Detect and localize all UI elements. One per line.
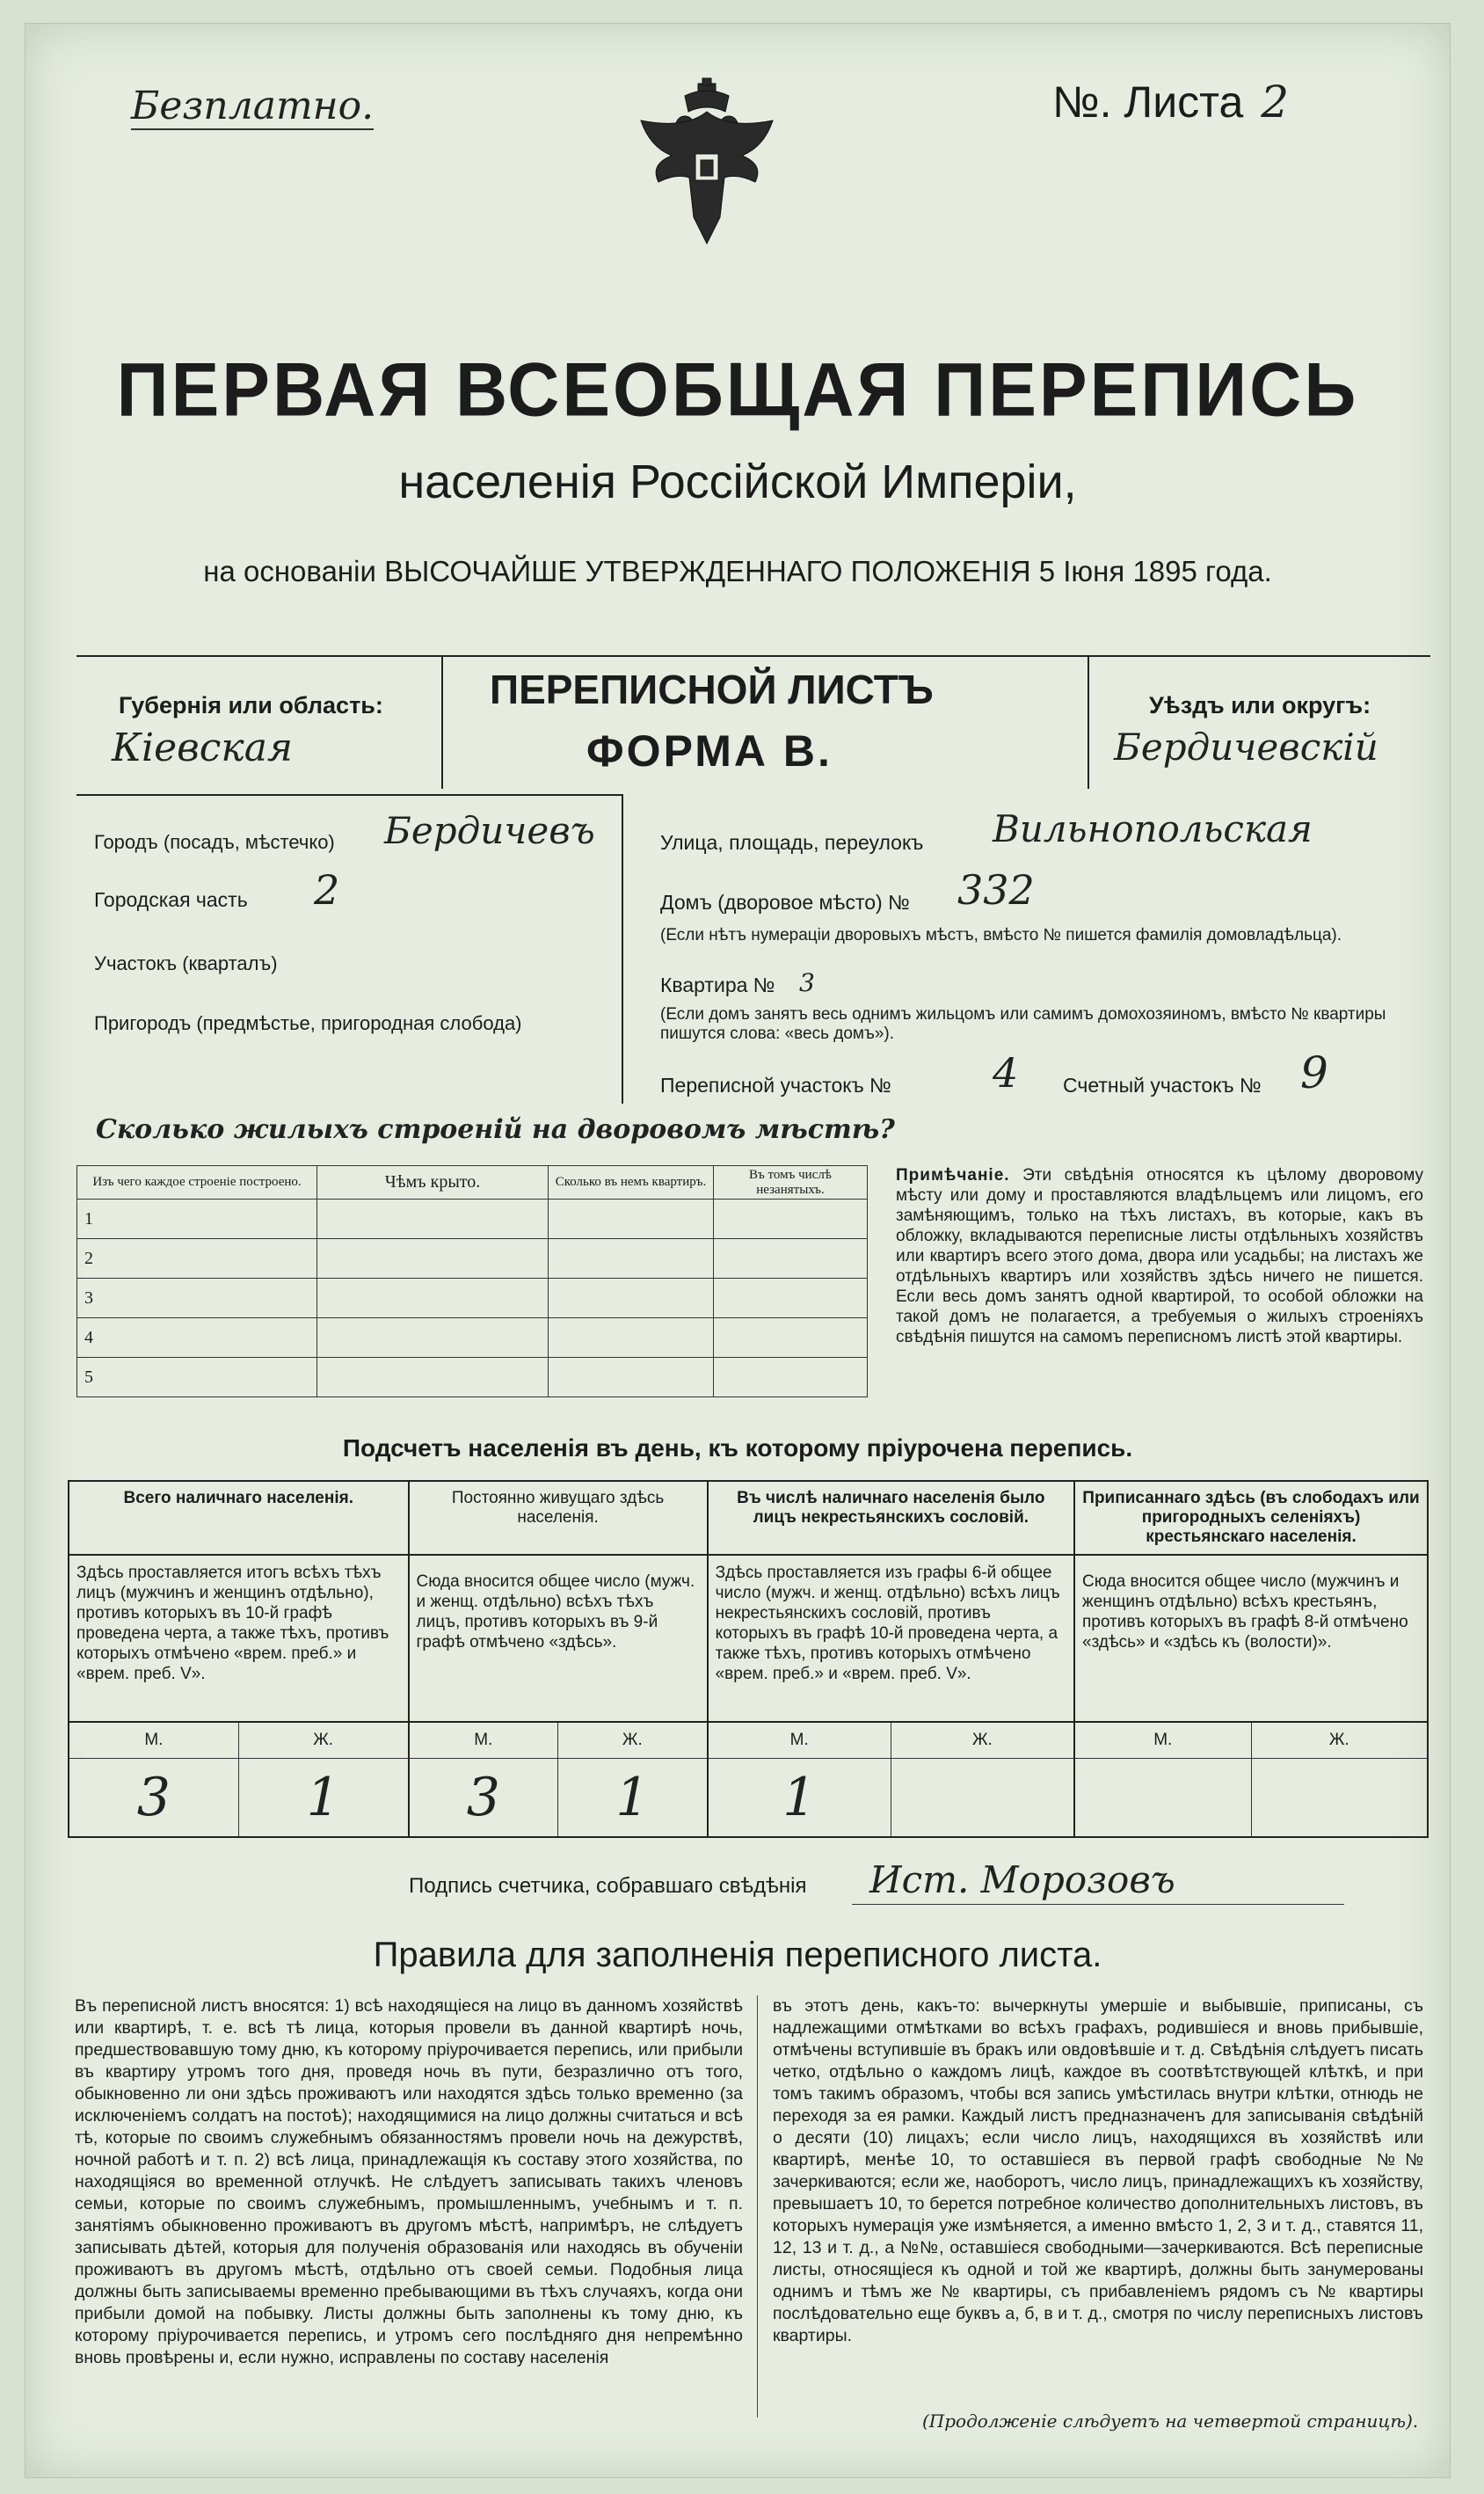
guberniya-label: Губернія или область: [119,692,383,718]
city-label: Городъ (посадъ, мѣстечко) [94,831,335,853]
count-area-value: 9 [1300,1047,1328,1098]
pop-present-f: 1 [306,1767,340,1828]
free-label: Безплатно. [131,84,375,128]
pop-m-label: М. [709,1723,891,1758]
quarter-label: Участокъ (кварталъ) [94,952,278,974]
pop-header-peasant: Приписаннаго здѣсь (въ слободахъ или пригородныхъ селеніяхъ) крестьянскаго населенія. [1074,1481,1428,1555]
pop-m-label: М. [69,1723,239,1758]
form-title: ПЕРЕПИСНОЙ ЛИСТЪ [490,667,934,712]
table-row: 3 [77,1279,868,1318]
bld-header-roof: Чѣмъ крыто. [317,1166,549,1200]
buildings-note [896,1165,1423,1347]
address-left [76,794,623,1104]
pop-f-label: Ж. [972,1731,993,1749]
uezd-value: Бердичевскій [1114,726,1379,769]
rules-right-column: въ этотъ день, какъ-то: вычеркнуты умершіе и выбывшіе, приписаны, съ надлежащими отмѣтками во всѣхъ графахъ, родившіеся и вновь прибывшіе, отмѣчены вступившіе въ бракъ или овдовѣвшіе и т. д. Свѣдѣнія слѣдуетъ писать четко, отдѣльно о каждомъ лицѣ, каждое въ соотвѣтствующей клѣткѣ, и при томъ такимъ образомъ, чтобы вся запись умѣстилась внутри клѣтки, отнюдь не переходя за ея рамки. Каждый листъ предназначенъ для записыванія свѣдѣній о десяти (10) лицахъ; если число лицъ, находящихся въ хозяйствѣ или квартирѣ, менѣе 10, то оставшіеся въ первой графѣ свободные №№ зачеркиваются; если же, наоборотъ, число лицъ, принадлежащихъ къ хозяйству, превышаетъ 10, то берется потребное количество дополнительныхъ листовъ, въ которыхъ нумерація уже измѣняется, а именно вмѣсто 1, 2, 3 и т. д., ставятся 11, 12, 13 и т. д., а №№, оставшіеся свободными—зачеркиваются. Всѣ переписные листы, относящіеся къ одной и той же квартирѣ, должны быть занумерованы однимъ и тѣмъ же № квартиры, съ прибавленіемъ рядомъ съ № квартиры послѣдовательно еще буквъ а, б, в и т. д., смотря по числу переписныхъ листовъ квартиры. [773,1996,1423,2345]
pop-header-present: Всего наличнаго населенія. [69,1481,409,1555]
table-row: 5 [77,1358,868,1397]
pop-desc-permanent: Сюда вносится общее число (мужч. и женщ. отдѣльно) всѣхъ тѣхъ лицъ, противъ которыхъ въ 9-й графѣ отмѣчено «здѣсь». [409,1555,708,1722]
table-row: 4 [77,1318,868,1358]
count-area-label: Счетный участокъ № [1063,1074,1262,1097]
table-row: 1 [77,1200,868,1239]
buildings-table [76,1165,868,1397]
rules-title: Правила для заполненія переписного листа. [373,1936,1102,1974]
sheet-number-value: 2 [1261,77,1290,128]
sheet-label-text: №. Листа [1052,77,1244,127]
house-value: 332 [957,866,1035,914]
pop-nonpeasant-m: 1 [709,1759,891,1836]
district-value: 2 [314,866,340,914]
imperial-eagle-emblem [632,77,782,252]
note-label: Примѣчаніе. [896,1166,1010,1185]
rules-continued: (Продолженіе слѣдуетъ на четвертой страницѣ). [922,2410,1419,2432]
apt-note: (Если домъ занятъ весь однимъ жильцомъ или самимъ домохозяиномъ, вмѣсто № квартиры пишутся слова: «весь домъ»). [660,1005,1386,1043]
population-title: Подсчетъ населенія въ день, къ которому пріурочена перепись. [342,1434,1133,1462]
pop-nonpeasant-f [891,1759,1073,1836]
guberniya-value: Кіевская [112,726,294,770]
table-row: 2 [77,1239,868,1279]
house-note: (Если нѣтъ нумераціи дворовыхъ мѣстъ, вмѣсто № пишется фамилія домовладѣльца). [660,926,1342,944]
district-label: Городская часть [94,888,248,911]
signature-value: Ист. Морозовъ [869,1858,1175,1901]
bld-header-apartments: Сколько въ немъ квартиръ. [549,1166,714,1200]
population-table [68,1480,1429,1838]
apt-label: Квартира № [660,974,775,996]
sheet-number-label [1052,77,1289,128]
pop-desc-peasant: Сюда вносится общее число (мужчинъ и женщинъ отдѣльно) всѣхъ крестьянъ, противъ которыхъ въ графѣ 8-й отмѣчено «здѣсь» и «здѣсь къ (волости)». [1074,1555,1428,1722]
census-sheet [25,23,1451,2478]
house-label: Домъ (дворовое мѣсто) № [660,891,910,914]
census-area-value: 4 [993,1049,1019,1097]
bld-header-vacant: Въ томъ числѣ незанятыхъ. [714,1166,868,1200]
apt-value: 3 [799,968,815,997]
suburb-label: Пригородъ (предмѣстье, пригородная слобода) [94,1012,522,1034]
pop-peasant-m [1075,1759,1252,1836]
uezd-label: Уѣздъ или округъ: [1149,692,1371,718]
pop-desc-nonpeasant: Здѣсь проставляется изъ графы 6-й общее число (мужч. и женщ. отдѣльно) всѣхъ лицъ некрестьянскихъ сословій, противъ которыхъ въ графѣ 10-й проведена черта, а также тѣхъ, противъ которыхъ отмѣчено «врем. преб.» и «врем. преб. V». [708,1555,1074,1722]
form-letter: ФОРМА В. [586,726,833,776]
street-label: Улица, площадь, переулокъ [660,831,924,854]
address-right [641,794,1432,1128]
legal-basis: на основаніи ВЫСОЧАЙШЕ УТВЕРЖДЕННАГО ПОЛОЖЕНІЯ 5 Іюня 1895 года. [203,555,1272,587]
bld-header-material: Изъ чего каждое строеніе построено. [77,1166,317,1200]
pop-desc-present: Здѣсь проставляется итогъ всѣхъ тѣхъ лицъ (мужчинъ и женщинъ отдѣльно), противъ которыхъ въ 10-й графѣ проведена черта, а также тѣхъ, противъ которыхъ отмѣчено «врем. преб.» и «врем. преб. V». [69,1555,409,1722]
pop-header-permanent: Постоянно живущаго здѣсь населенія. [409,1481,708,1555]
pop-permanent-m: 3 [410,1759,559,1836]
note-text: Эти свѣдѣнія относятся къ цѣлому дворовому мѣсту или дому и проставляются владѣльцемъ или лицомъ, его замѣняющимъ, только на тѣхъ листахъ, въ которые, какъ въ обложку, вкладываются переписные листы отдѣльныхъ хозяйствъ или квартиръ всего этого дома, двора или усадьбы; на листахъ же отдѣльныхъ квартиръ или хозяйствъ здѣсь ничего не пишется. Если весь домъ занятъ одной квартирой, то особой обложки на такой домъ не полагается, а требуемыя о жилыхъ строеніяхъ свѣдѣнія пишутся на самомъ переписномъ листѣ этой квартиры. [896,1166,1424,1346]
pop-header-nonpeasant: Въ числѣ наличнаго населенія было лицъ некрестьянскихъ сословій. [708,1481,1074,1555]
page-subtitle: населенія Россійской Имперіи, [398,456,1077,508]
pop-f-label: Ж. [1328,1731,1349,1749]
city-value: Бердичевъ [384,809,595,852]
census-area-label: Переписной участокъ № [660,1074,891,1097]
pop-permanent-f: 1 [615,1767,650,1828]
pop-present-m: 3 [69,1759,239,1836]
street-value: Вильнопольская [993,807,1313,850]
form-header-block [76,655,1430,789]
rules-left-column: Въ переписной листъ вносятся: 1) всѣ находящіеся на лицо въ данномъ хозяйствѣ или квартирѣ, т. е. всѣ тѣ лица, которыя провели въ данной квартирѣ ночь, предшествовавшую тому дню, къ которому пріурочивается перепись, или прибыли въ квартиру утромъ того дня, проведя ночь въ пути, безразлично отъ того, обыкновенно ли они здѣсь проживаютъ или находятся здѣсь только временно (за исключеніемъ солдатъ на постоѣ); находящимися на лицо должны считаться и всѣ тѣ, которые по своимъ служебнымъ обязанностямъ провели ночь на дежурствѣ, ночной работѣ и т. п. 2) всѣ лица, принадлежащія къ составу этого хозяйства, по находящіяся во временной отлучкѣ. Не слѣдуетъ записывать такихъ членовъ семьи, которые по своимъ служебнымъ, промышленнымъ, учебнымъ и т. п. занятіямъ обыкновенно проживаютъ въ другомъ мѣстѣ, напримѣръ, не слѣдуетъ записывать дѣтей, которыя для полученія образованія или находясь въ обученіи проживаютъ въ другомъ мѣстѣ, отдѣльно отъ своей семьи. Подобныя лица должны быть записываемы временно пребывающими въ тѣхъ случаяхъ, когда они прибыли домой на побывку. Листы должны быть заполнены къ тому дню, къ которому пріурочивается перепись, и утромъ сего послѣдняго дня непремѣнно вновь провѣрены и, если нужно, исправлены по составу населенія [75,1996,743,2367]
page-title: ПЕРВАЯ ВСЕОБЩАЯ ПЕРЕПИСЬ [116,347,1359,433]
signature-label: Подпись счетчика, собравшаго свѣдѣнія [409,1874,807,1898]
buildings-question: Сколько жилыхъ строеній на дворовомъ мѣстѣ? [96,1114,895,1145]
pop-f-label: Ж. [313,1731,334,1749]
pop-peasant-f [1252,1759,1428,1836]
pop-f-label: Ж. [622,1731,643,1749]
pop-m-label: М. [410,1723,559,1758]
pop-m-label: М. [1075,1723,1252,1758]
